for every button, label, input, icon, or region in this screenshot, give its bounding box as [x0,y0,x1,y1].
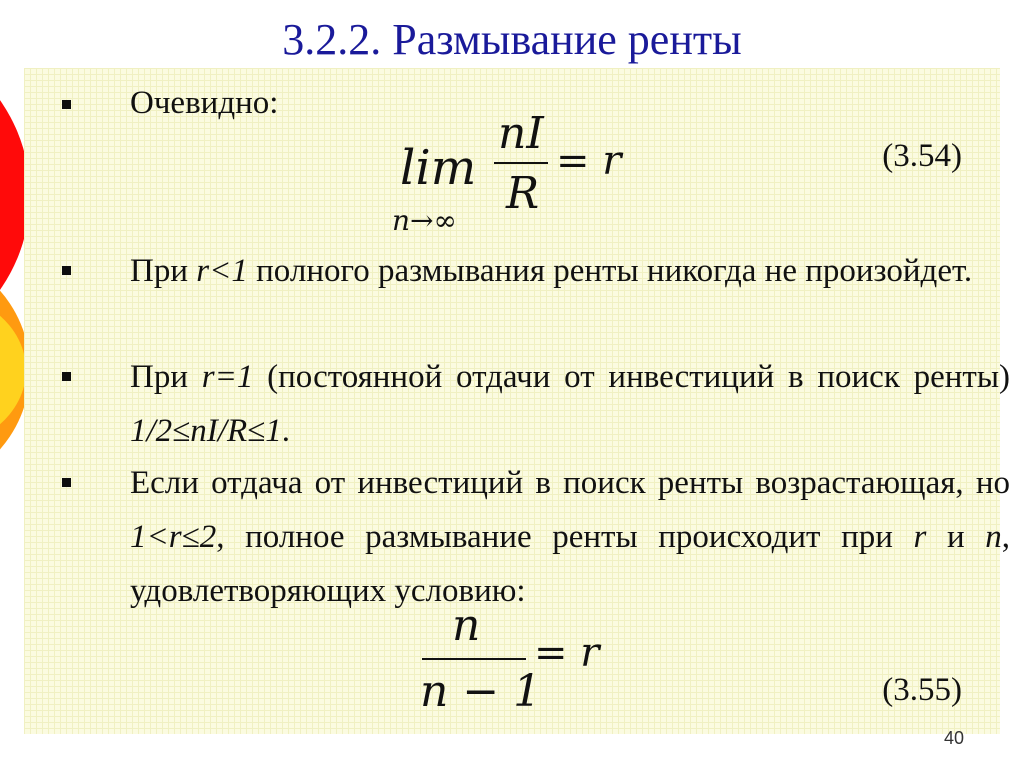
bullet-text-obviously: Очевидно: [130,85,279,121]
eq1-rhs: = r [556,138,622,184]
eq1-limit-subscript: n→∞ [392,204,457,237]
slide-title: 3.2.2. Размывание ренты [282,15,742,64]
eq2-numerator: n [452,600,481,651]
bullet-marker [62,266,71,275]
bullet-marker [62,100,71,109]
bullet-text-r-less-1: При r<1 полного размывания ренты никогда не произойдет. [130,253,973,289]
eq1-fraction-bar [494,162,548,164]
eq2-fraction-bar [422,658,526,660]
eq1-numerator: nI [498,108,544,159]
bullet-marker [62,372,71,381]
eq1-denominator: R [506,168,540,219]
page-number: 40 [943,728,964,748]
eq2-rhs: = r [534,630,600,676]
content-panel [24,68,1011,734]
eq1-lim: lim [400,140,477,196]
eq1-number: (3.54) [882,138,962,174]
bullet-marker [62,478,71,487]
bullet-text-increasing-returns: Если отдача от инвестиций в поиск ренты возрастающая, но 1<r≤2, полное размывание ренты происходит при r и n, удовлетворяющих условию: [130,465,1010,609]
eq2-denominator: n − 1 [420,666,542,717]
bullet-text-r-equals-1: При r=1 (постоянной отдачи от инвестиций в поиск ренты) 1/2≤nI/R≤1. [130,359,1011,449]
eq2-number: (3.55) [882,672,962,708]
